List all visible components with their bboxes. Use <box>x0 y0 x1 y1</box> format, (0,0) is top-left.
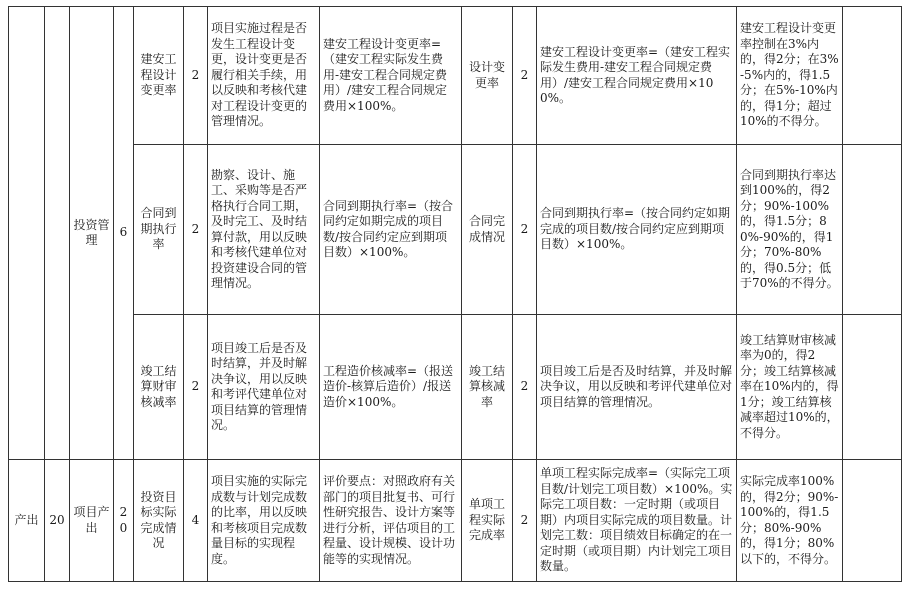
empty-cell <box>9 7 45 460</box>
weight-cell: 2 <box>184 7 208 145</box>
table-row <box>9 315 902 460</box>
weight-cell: 2 <box>184 315 208 460</box>
sub-indicator-cell: 单项工程实际完成率 <box>462 460 513 582</box>
empty-cell <box>843 145 902 315</box>
empty-cell <box>843 7 902 145</box>
table-row <box>9 7 902 145</box>
empty-cell <box>843 315 902 460</box>
category-cell: 产出 <box>9 460 45 582</box>
group-name-cell: 投资管理 <box>70 7 114 460</box>
group-weight-cell: 20 <box>114 460 134 582</box>
description-cell: 项目竣工后是否及时结算，并及时解决争议，用以反映和考评代建单位对项目结算的管理情况。 <box>208 315 320 460</box>
empty-cell <box>45 7 70 460</box>
formula-cell: 建安工程设计变更率=（建安工程实际发生费用-建安工程合同规定费用）/建安工程合同规定费用×100%。 <box>320 7 462 145</box>
evaluation-table <box>8 6 902 582</box>
sub-weight-cell: 2 <box>513 145 537 315</box>
sub-formula-cell: 建安工程设计变更率=（建安工程实际发生费用-建安工程合同规定费用）/建安工程合同规定费用×100%。 <box>537 7 737 145</box>
scoring-cell: 建安工程设计变更率控制在3%内的，得2分；在3%-5%内的，得1.5分；在5%-10%内的，得1分；超过10%的不得分。 <box>737 7 843 145</box>
sub-weight-cell: 2 <box>513 315 537 460</box>
description-cell: 项目实施过程是否发生工程设计变更，设计变更是否履行相关手续，用以反映和考核代建对工程设计变更的管理情况。 <box>208 7 320 145</box>
sub-indicator-cell: 设计变更率 <box>462 7 513 145</box>
sub-weight-cell: 2 <box>513 7 537 145</box>
indicator-cell: 合同到期执行率 <box>134 145 184 315</box>
sub-weight-cell: 2 <box>513 460 537 582</box>
table-row <box>9 460 902 582</box>
sub-indicator-cell: 合同完成情况 <box>462 145 513 315</box>
sub-indicator-cell: 竣工结算核减率 <box>462 315 513 460</box>
scoring-cell: 合同到期执行率达到100%的，得2分；90%-100%的，得1.5分；80%-90%的，得1分；70%-80%的，得0.5分；低于70%的不得分。 <box>737 145 843 315</box>
formula-cell: 工程造价核减率=（报送造价-核算后造价）/报送造价×100%。 <box>320 315 462 460</box>
scoring-cell: 实际完成率100%的，得2分；90%-100%的，得1.5分；80%-90%的，得1分；80%以下的，不得分。 <box>737 460 843 582</box>
sub-formula-cell: 单项工程实际完成率=（实际完工项目数/计划完工项目数）×100%。实际完工项目数：一定时期（或项目期）内项目实际完成的项目数量。计划完工数：项目绩效目标确定的在一定时期（或项目期）内计划完工项目数量。 <box>537 460 737 582</box>
group-weight-cell: 6 <box>114 7 134 460</box>
group-name-cell: 项目产出 <box>70 460 114 582</box>
table-row <box>9 145 902 315</box>
sub-formula-cell: 项目竣工后是否及时结算，并及时解决争议，用以反映和考评代建单位对项目结算的管理情况。 <box>537 315 737 460</box>
formula-cell: 评价要点：对照政府有关部门的项目批复书、可行性研究报告、设计方案等进行分析，评估项目的工程量、设计规模、设计功能等的实现情况。 <box>320 460 462 582</box>
indicator-cell: 投资目标实际完成情况 <box>134 460 184 582</box>
indicator-cell: 竣工结算财审核减率 <box>134 315 184 460</box>
weight-cell: 2 <box>184 145 208 315</box>
formula-cell: 合同到期执行率=（按合同约定如期完成的项目数/按合同约定应到期项目数）×100%。 <box>320 145 462 315</box>
sub-formula-cell: 合同到期执行率=（按合同约定如期完成的项目数/按合同约定应到期项目数）×100%。 <box>537 145 737 315</box>
category-weight-cell: 20 <box>45 460 70 582</box>
indicator-cell: 建安工程设计变更率 <box>134 7 184 145</box>
scoring-cell: 竣工结算财审核减率为0的，得2分；竣工结算核减率在10%内的，得1分；竣工结算核减率超过10%的，不得分。 <box>737 315 843 460</box>
description-cell: 勘察、设计、施工、采购等是否严格执行合同工期，及时完工、及时结算付款，用以反映和考核代建单位对投资建设合同的管理情况。 <box>208 145 320 315</box>
weight-cell: 4 <box>184 460 208 582</box>
description-cell: 项目实施的实际完成数与计划完成数的比率，用以反映和考核项目完成数量目标的实现程度。 <box>208 460 320 582</box>
empty-cell <box>843 460 902 582</box>
